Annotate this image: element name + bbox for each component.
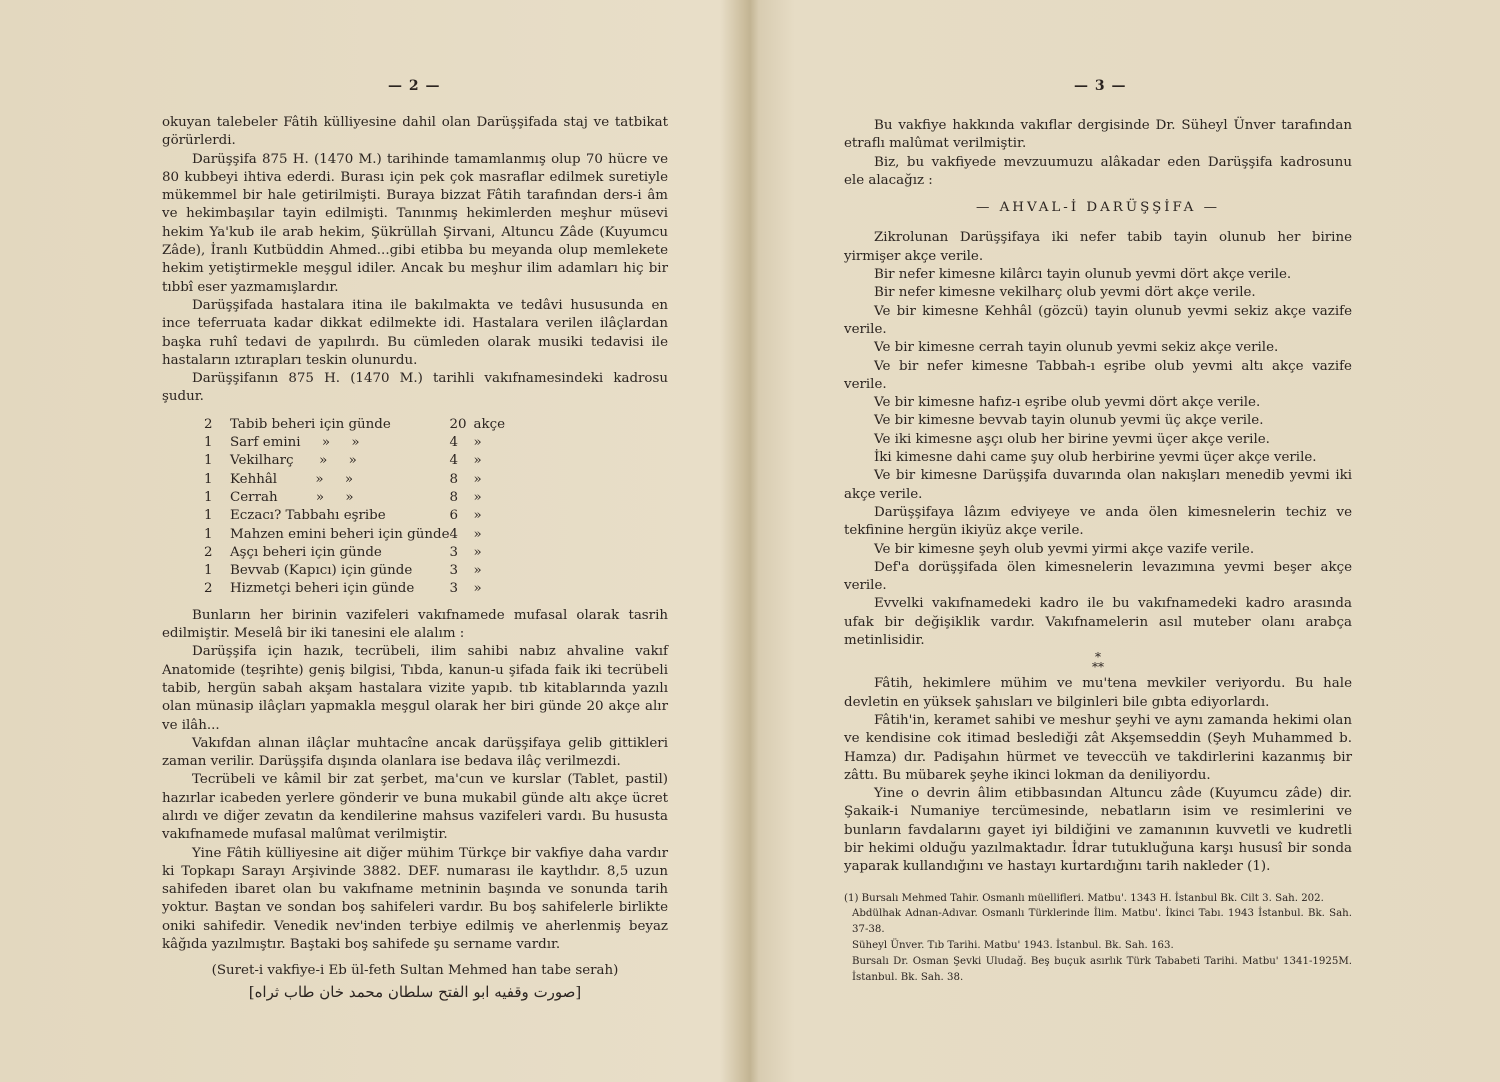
staff-unit: akçe bbox=[473, 416, 506, 432]
staff-row bbox=[204, 526, 514, 544]
staff-unit: » bbox=[473, 581, 482, 597]
staff-count: 1 bbox=[204, 563, 213, 579]
paragraph: Fâtih'in, keramet sahibi ve meshur şeyhi ve aynı zamanda hekimi olan ve kendisine cok itimad beslediği zât Akşemseddin (Şeyh Muhammed b. Hamza) dır. Padişahın hürmet ve teveccüh ve takdirlerini kazanmış bir zâttı. Bu mübarek şeyhe ikinci lokman da deniliyordu. bbox=[844, 712, 1352, 783]
left-text-column bbox=[162, 114, 668, 1001]
staff-count: 2 bbox=[204, 581, 213, 597]
staff-role: Cerrah » » bbox=[230, 489, 354, 505]
staff-unit: » bbox=[473, 544, 482, 560]
staff-unit: » bbox=[473, 526, 482, 542]
staff-unit: » bbox=[473, 508, 482, 524]
staff-amount: 8 bbox=[449, 489, 459, 505]
paragraph: okuyan talebeler Fâtih külliyesine dahil olan Darüşşifada staj ve tatbikat görürlerdi. bbox=[162, 115, 668, 149]
staff-count: 1 bbox=[204, 508, 213, 524]
footnote: Bursalı Dr. Osman Şevki Uludağ. Beş buçuk asırlık Türk Tababeti Tarihi. Matbu' 1341-1925M. İstanbul. Bk. Sah. 38. bbox=[852, 955, 1352, 983]
staff-amount: 8 bbox=[449, 471, 459, 487]
paragraph: Ve bir kimesne bevvab tayin olunub yevmi üç akçe verile. bbox=[874, 413, 1264, 429]
staff-row bbox=[204, 580, 514, 598]
staff-unit: » bbox=[473, 435, 482, 451]
right-text-column bbox=[844, 117, 1352, 985]
footnote: (1) Bursalı Mehmed Tahir. Osmanlı müellifleri. Matbu'. 1343 H. İstanbul Bk. Cilt 3. Sah. 202. bbox=[844, 892, 1324, 904]
paragraph: Ve iki kimesne aşçı olub her birine yevmi üçer akçe verile. bbox=[874, 431, 1270, 447]
staff-amount: 4 bbox=[449, 435, 459, 451]
section-heading: — AHVAL-İ DARÜŞŞİFA — bbox=[975, 200, 1220, 216]
staff-role: Mahzen emini beheri için günde bbox=[230, 526, 450, 542]
staff-table bbox=[204, 416, 514, 599]
footnote: Abdülhak Adnan-Adıvar. Osmanlı Türklerinde İlim. Matbu'. İkinci Tabı. 1943 İstanbul. Bk. Sah. 37-38. bbox=[852, 908, 1352, 936]
paragraph: Vakıfdan alınan ilâçlar muhtacîne ancak darüşşifaya gelib gittikleri zaman verilir. Darüşşifa dışında olanlara ise bedava ilâç verilmezdi. bbox=[162, 735, 668, 770]
staff-count: 1 bbox=[204, 489, 213, 505]
staff-amount: 6 bbox=[449, 508, 459, 524]
staff-unit: » bbox=[473, 489, 482, 505]
staff-amount: 20 bbox=[449, 416, 467, 432]
paragraph: Bir nefer kimesne vekilharç olub yevmi dört akçe verile. bbox=[874, 285, 1256, 301]
staff-amount: 4 bbox=[449, 526, 459, 542]
staff-amount: 3 bbox=[449, 581, 459, 597]
paragraph: Tecrübeli ve kâmil bir zat şerbet, ma'cun ve kurslar (Tablet, pastil) hazırlar icabeden yerlere gönderir ve buna mukabil günde altı akçe ücret alırdı ve diğer zevatın da kendilerine mahsus vazifeleri vardı. Bu hususta vakıfnamede mufasal malûmat verilmiştir. bbox=[162, 772, 668, 843]
staff-row bbox=[204, 489, 514, 507]
paragraph: Def'a dorüşşifada ölen kimesnelerin levazımına yevmi beşer akçe verile. bbox=[844, 559, 1352, 594]
paragraph: Yine o devrin âlim etibbasından Altuncu zâde (Kuyumcu zâde) dir. Şakaik-i Numaniye tercümesinde, nebatların isim ve resimlerini ve bunların favdalarını gayet iyi bildiğini ve zamanının kuvvetli ve kudretli bir hekimi olduğu yazılmaktadır. İdrar tutukluğuna karşı hususî bir sonda yaparak kullandığını ve hastayı kurtardığını tarih nakleder (1). bbox=[844, 786, 1352, 875]
paragraph: Ve bir kimesne hafız-ı eşribe olub yevmi dört akçe verile. bbox=[874, 395, 1261, 411]
staff-count: 2 bbox=[204, 544, 213, 560]
staff-role: Tabib beheri için günde bbox=[230, 416, 391, 432]
staff-unit: » bbox=[473, 563, 482, 579]
staff-row bbox=[204, 452, 514, 470]
paragraph: Evvelki vakıfnamedeki kadro ile bu vakıfnamedeki kadro arasında ufak bir değişiklik vardır. Vakıfnamelerin asıl muteber olanı arabça metinlisidir. bbox=[844, 596, 1352, 649]
staff-count: 1 bbox=[204, 526, 213, 542]
arabic-inscription: [صورت وقفیه ابو الفتح سلطان محمد خان طاب ثراه] bbox=[248, 982, 582, 1001]
staff-row bbox=[204, 434, 514, 452]
staff-count: 1 bbox=[204, 471, 213, 487]
staff-amount: 3 bbox=[449, 563, 459, 579]
paragraph: Ve bir nefer kimesne Tabbah-ı eşribe olub yevmi altı akçe vazife verile. bbox=[844, 358, 1352, 392]
paragraph: İki kimesne dahi came şuy olub herbirine yevmi üçer akçe verile. bbox=[874, 450, 1317, 466]
staff-role: Hizmetçi beheri için günde bbox=[230, 581, 415, 597]
paragraph: Darüşşifa 875 H. (1470 M.) tarihinde tamamlanmış olup 70 hücre ve 80 kubbeyi ihtiva ederdi. Burası için pek çok masraflar edilmek suretiyle mükemmel bir hale getirilmişti. Buraya bizzat Fâtih tarafından ders-i âm ve hekimbaşılar tayin edilmişti. Tanınmış hekimlerden meşhur müsevi hekim Ya'kub ile arab hekim, Şükrüllah Şirvani, Altuncu Zâde (Kuyumcu Zâde), İranlı Kutbüddin Ahmed...gibi etibba bu meyanda olup memlekete hekim yetiştirmekle meşgul idiler. Ancak bu meşhur ilim adamları hiç bir tıbbî eser yazmamışlardır. bbox=[162, 151, 668, 295]
staff-row bbox=[204, 562, 514, 580]
paragraph: Zikrolunan Darüşşifaya iki nefer tabib tayin olunub her birine yirmişer akçe verile. bbox=[844, 230, 1352, 264]
paragraph: Darüşşifanın 875 H. (1470 M.) tarihli vakıfnamesindeki kadrosu şudur. bbox=[162, 371, 668, 405]
staff-unit: » bbox=[473, 453, 482, 469]
page-number: — 2 — bbox=[388, 78, 441, 94]
paragraph: Ve bir kimesne Darüşşifa duvarında olan nakışları menedib yevmi iki akçe verile. bbox=[844, 468, 1352, 502]
paragraph: Biz, bu vakfiyede mevzuumuzu alâkadar eden Darüşşifa kadrosunu ele alacağız : bbox=[844, 154, 1352, 188]
paragraph: Ve bir kimesne Kehhâl (gözcü) tayin olunub yevmi sekiz akçe vazife verile. bbox=[844, 303, 1352, 337]
staff-role: Sarf emini » » bbox=[230, 435, 360, 451]
vakfiye-title: (Suret-i vakfiye-i Eb ül-feth Sultan Mehmed han tabe serah) bbox=[211, 963, 619, 979]
staff-unit: » bbox=[473, 471, 482, 487]
footnotes bbox=[844, 891, 1352, 986]
staff-role: Aşçı beheri için günde bbox=[230, 544, 382, 560]
staff-row bbox=[204, 416, 514, 434]
paragraph: Darüşşifaya lâzım edviyeye ve anda ölen kimesnelerin techiz ve tekfinine hergün ikiyüz akçe verile. bbox=[844, 504, 1352, 539]
paragraph: Yine Fâtih külliyesine ait diğer mühim Türkçe bir vakfiye daha vardır ki Topkapı Sarayı Arşivinde 3882. DEF. numarası ile kaytlıdır. 8,5 uzun sahifeden ibaret olan bu vakıfname metninin başında ve sonunda tarih yoktur. Baştan ve sondan boş sahifeleri vardır. Bu boş sahifelerle birlikte oniki sahifedir. Venedik nev'inden terbiye edilmiş ve aherlenmiş beyaz kâğıda yazılmıştır. Baştaki boş sahifede şu sername vardır. bbox=[162, 845, 668, 953]
staff-amount: 4 bbox=[449, 453, 459, 469]
paragraph: Ve bir kimesne şeyh olub yevmi yirmi akçe vazife verile. bbox=[874, 541, 1255, 557]
staff-row bbox=[204, 544, 514, 562]
staff-role: Kehhâl » » bbox=[230, 471, 354, 487]
paragraph: Darüşşifa için hazık, tecrübeli, ilim sahibi nabız ahvaline vakıf Anatomide (teşrihte) geniş bilgisi, Tıbda, kanun-u şifada faik iki tecrübeli tabib, hergün sabah akşam hastalara vizite yapıb. tıb kitablarında yazılı olan münasip ilâçları yapmakla meşgul olarak her biri günde 20 akçe alır ve ilâh... bbox=[162, 644, 668, 733]
staff-count: 1 bbox=[204, 435, 213, 451]
page-number: — 3 — bbox=[1074, 78, 1127, 94]
paragraph: Ve bir kimesne cerrah tayin olunub yevmi sekiz akçe verile. bbox=[874, 340, 1279, 356]
staff-amount: 3 bbox=[449, 544, 459, 560]
right-page bbox=[752, 0, 1500, 1082]
left-page bbox=[0, 0, 748, 1082]
staff-role: Eczacı? Tabbahı eşribe bbox=[230, 508, 386, 524]
staff-row bbox=[204, 507, 514, 525]
paragraph: Bir nefer kimesne kilârcı tayin olunub yevmi dört akçe verile. bbox=[874, 267, 1292, 283]
paragraph: Bunların her birinin vazifeleri vakıfnamede mufasal olarak tasrih edilmiştir. Meselâ bir iki tanesini ele alalım : bbox=[162, 607, 668, 642]
staff-count: 2 bbox=[204, 416, 213, 432]
staff-role: Vekilharç » » bbox=[230, 453, 357, 469]
paragraph: Fâtih, hekimlere mühim ve mu'tena mevkiler veriyordu. Bu hale devletin en yüksek şahısları ve bilginleri bile gıbta ediyorlardı. bbox=[844, 676, 1352, 710]
paragraph: Darüşşifada hastalara itina ile bakılmakta ve tedâvi hususunda en ince teferruata kadar dikkat edilmekte idi. Hastalara verilen ilâçlardan başka ruhî tedavi de yapılırdı. Bu cümleden olarak musiki tedavisi ile hastaların ıztırapları teskin olunurdu. bbox=[162, 297, 668, 368]
paragraph: Bu vakfiye hakkında vakıflar dergisinde Dr. Süheyl Ünver tarafından etraflı malûmat verilmiştir. bbox=[844, 118, 1352, 152]
staff-count: 1 bbox=[204, 453, 213, 469]
footnote: Süheyl Ünver. Tıb Tarihi. Matbu' 1943. İstanbul. Bk. Sah. 163. bbox=[852, 939, 1174, 951]
staff-role: Bevvab (Kapıcı) için günde bbox=[230, 563, 413, 579]
staff-row bbox=[204, 471, 514, 489]
asterism: * ** bbox=[1092, 650, 1104, 675]
